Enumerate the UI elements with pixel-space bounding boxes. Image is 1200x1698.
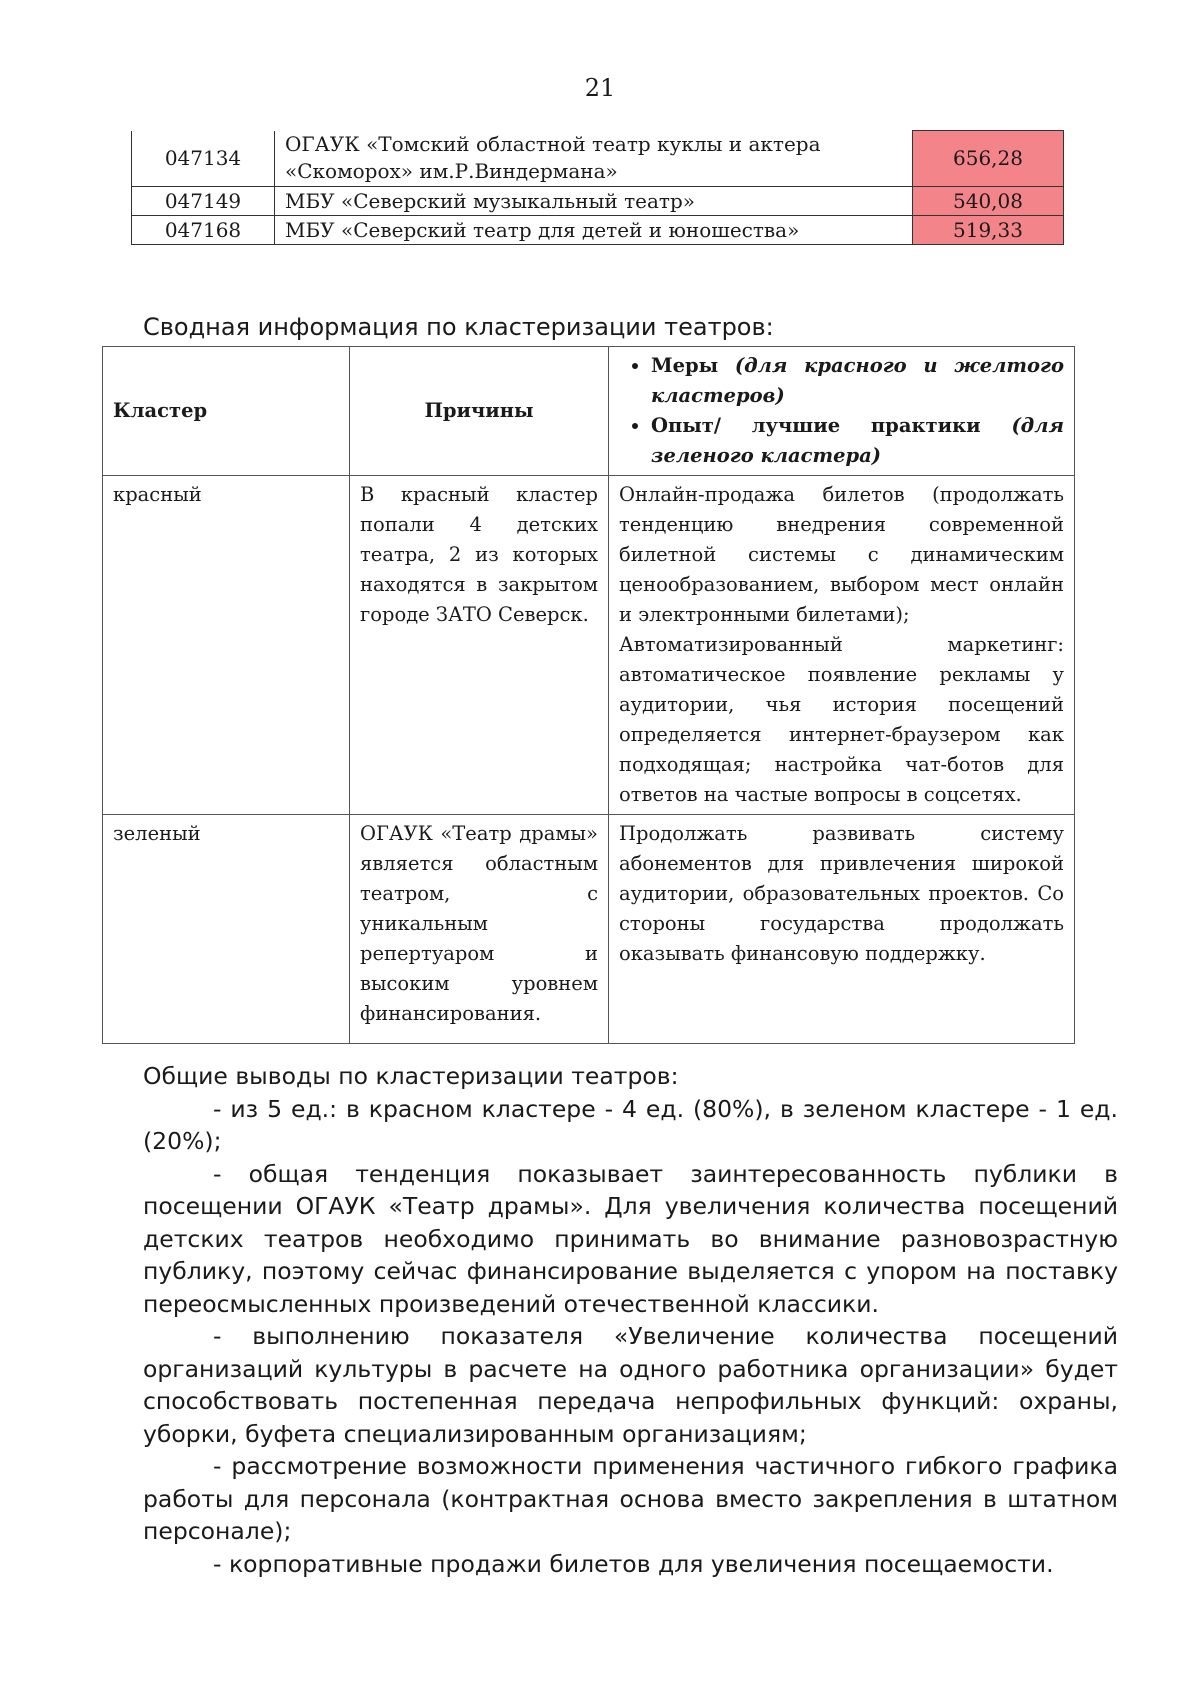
cluster-table-header [103,347,1075,476]
cluster-name: зеленый [103,815,350,1044]
measure-text: Онлайн-продажа билетов (продолжать тенденцию внедрения современной билетной системы с динамическим ценообразованием, выбором мест онлайн и электронными билетами); [619,483,1064,626]
cluster-measures [609,815,1075,1044]
practices-label: Опыт/ лучшие практики [651,414,981,437]
cluster-table [102,346,1075,1044]
conclusions-title: Общие выводы по кластеризации театров: [143,1062,679,1090]
measure-text: Автоматизированный маркетинг: автоматическое появление рекламы у аудитории, чья история посещений определяется интернет-браузером как подходящая; настройка чат-ботов для ответов на частые вопросы в соцсетях. [619,633,1064,806]
theatre-score: 656,28 [913,131,1064,187]
cluster-reasons: В красный кластер попали 4 детских театра, 2 из которых находятся в закрытом городе ЗАТО Северск. [350,476,609,815]
conclusion-item: - рассмотрение возможности применения частичного гибкого графика работы для персонала (контрактная основа вместо закрепления в штатном персонале); [143,1452,1118,1545]
measures-label: Меры [651,354,719,377]
table-row [103,815,1075,1044]
conclusion-item: - выполнению показателя «Увеличение количества посещений организаций культуры в расчете на одного работника организации» будет способствовать постепенная передача непрофильных функций: охраны, уборки, буфета специализированным организациям; [143,1322,1118,1448]
measure-text: Продолжать развивать систему абонементов для привлечения широкой аудитории, образовательных проектов. Со стороны государства продолжать оказывать финансовую поддержку. [619,822,1064,965]
theatre-code: 047168 [132,216,275,245]
theatre-name: ОГАУК «Томский областной театр куклы и актера «Скоморох» им.Р.Виндермана» [275,131,913,187]
table-row [103,476,1075,815]
cluster-reasons: ОГАУК «Театр драмы» является областным театром, с уникальным репертуаром и высоким уровнем финансирования. [350,815,609,1044]
header-measures-item [651,351,1064,411]
theatre-score: 519,33 [913,216,1064,245]
conclusion-item: - из 5 ед.: в красном кластере - 4 ед. (80%), в зеленом кластере - 1 ед. (20%); [143,1094,1118,1155]
cluster-name: красный [103,476,350,815]
measures-note: (для красного и желтого кластеров) [651,354,1064,407]
theatre-name: МБУ «Северский музыкальный театр» [275,187,913,216]
header-practices-item [651,411,1064,471]
table-row [132,187,1064,216]
theatre-code: 047134 [132,131,275,187]
theatre-code: 047149 [132,187,275,216]
theatre-name: МБУ «Северский театр для детей и юношества» [275,216,913,245]
theatre-score: 540,08 [913,187,1064,216]
conclusion-item: - корпоративные продажи билетов для увеличения посещаемости. [213,1549,1054,1578]
header-cluster: Кластер [103,347,350,476]
page-number: 21 [584,74,616,102]
header-measures [609,347,1075,476]
conclusion-item: - общая тенденция показывает заинтересованность публики в посещении ОГАУК «Театр драмы». Для увеличения количества посещений детских театров необходимо принимать во внимание разновозрастную публику, поэтому сейчас финансирование выделяется с упором на поставку переосмысленных произведений отечественной классики. [143,1159,1118,1318]
conclusions [143,1060,1118,1580]
header-reasons: Причины [350,347,609,476]
table-row [132,216,1064,245]
cluster-measures [609,476,1075,815]
practices-note: (для зеленого кластера) [651,414,1065,467]
summary-heading: Сводная информация по кластеризации театров: [143,313,774,341]
header-measures-list [619,351,1064,471]
theatre-score-table [131,130,1064,245]
table-row [132,131,1064,187]
